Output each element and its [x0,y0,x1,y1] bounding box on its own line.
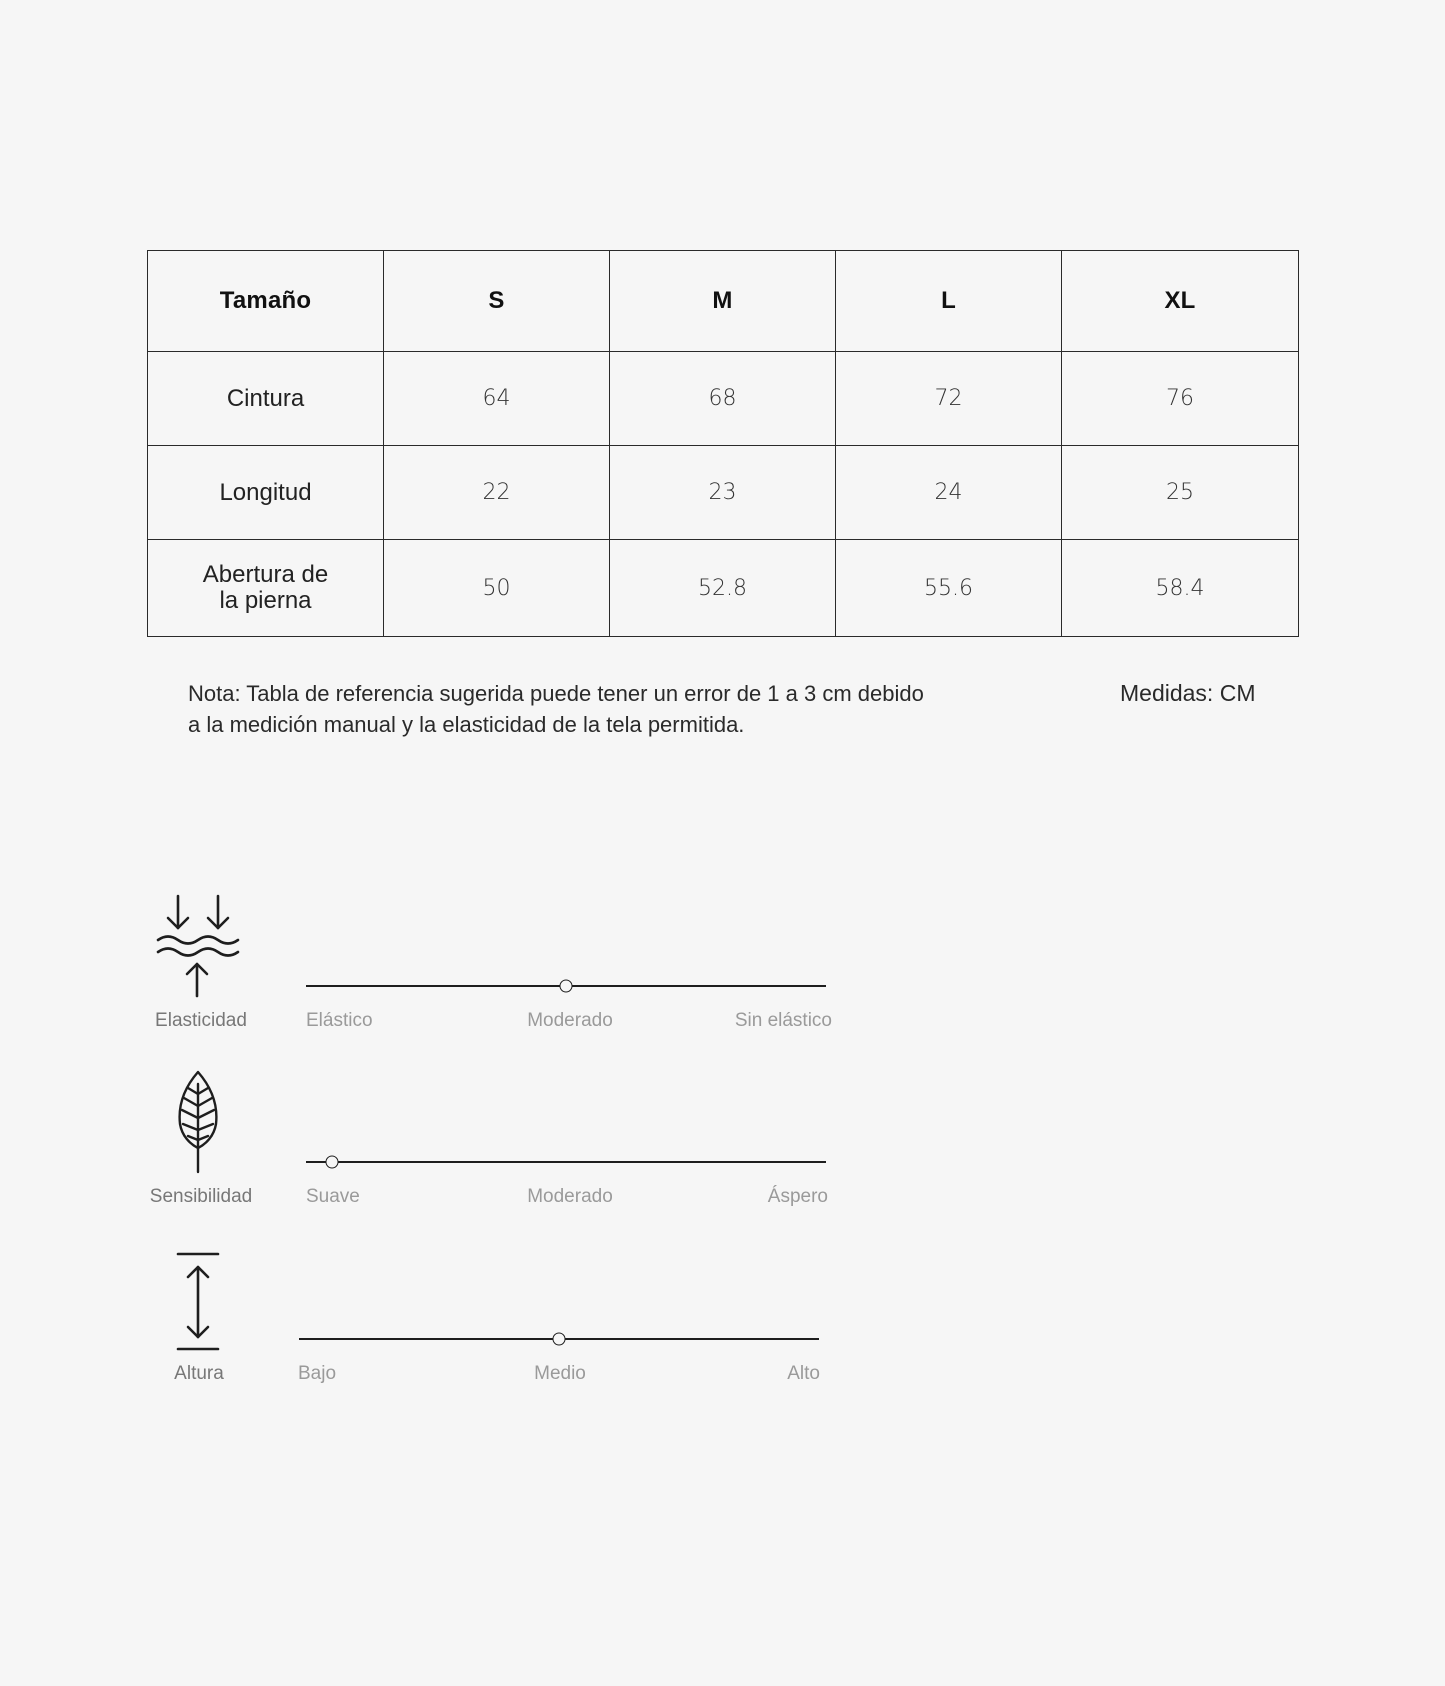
compression-waves-icon [155,894,241,998]
cell-leg-m: 52.8 [610,540,836,637]
attribute-softness [0,1066,900,1236]
attribute-name-rise: Altura [174,1363,224,1384]
attribute-name-softness: Sensibilidad [149,1186,253,1207]
row-label-length: Longitud [148,446,384,540]
rise-slider-knob[interactable] [553,1333,566,1346]
cell-length-l: 24 [836,446,1062,540]
attribute-elasticity [0,890,900,1060]
rise-scale-mid: Medio [534,1363,586,1384]
softness-track[interactable] [306,1161,826,1163]
softness-scale-mid: Moderado [527,1186,613,1207]
rise-scale-low: Bajo [298,1363,337,1384]
softness-slider-knob[interactable] [326,1156,339,1169]
row-label-leg-opening-line2: la pierna [219,587,312,614]
cell-waist-l: 72 [836,352,1062,446]
cell-length-s: 22 [384,446,610,540]
vertical-height-icon [176,1247,220,1351]
header-size-xl: XL [1062,251,1299,352]
table-row-waist [148,352,1299,446]
table-row-length [148,446,1299,540]
header-size-l: L [836,251,1062,352]
cell-leg-l: 55.6 [836,540,1062,637]
cell-leg-xl: 58.4 [1062,540,1299,637]
note-line-2: a la medición manual y la elasticidad de la tela permitida. [188,712,745,737]
cell-length-m: 23 [610,446,836,540]
cell-waist-xl: 76 [1062,352,1299,446]
row-label-leg-opening [148,540,384,637]
feather-icon [176,1070,220,1174]
units-label: Medidas: CM [1120,680,1256,706]
size-header-row [148,251,1299,352]
softness-scale-high: Áspero [767,1186,828,1207]
row-label-leg-opening-line1: Abertura de [202,561,329,588]
size-chart-table [147,250,1299,637]
elasticity-scale-mid: Moderado [527,1010,613,1031]
attribute-rise [0,1243,900,1413]
cell-leg-s: 50 [384,540,610,637]
rise-scale-high: Alto [787,1363,820,1384]
softness-scale-low: Suave [306,1186,360,1207]
row-label-waist: Cintura [148,352,384,446]
elasticity-scale-low: Elástico [306,1010,373,1031]
header-size-s: S [384,251,610,352]
header-size-m: M [610,251,836,352]
table-row-leg-opening [148,540,1299,637]
cell-waist-s: 64 [384,352,610,446]
elasticity-slider-knob[interactable] [560,980,573,993]
cell-waist-m: 68 [610,352,836,446]
cell-length-xl: 25 [1062,446,1299,540]
elasticity-scale-high: Sin elástico [734,1010,832,1031]
header-size-label: Tamaño [148,251,384,352]
measurement-note [188,678,968,740]
attribute-name-elasticity: Elasticidad [155,1010,247,1031]
note-line-1: Nota: Tabla de referencia sugerida puede tener un error de 1 a 3 cm debido [188,681,924,706]
